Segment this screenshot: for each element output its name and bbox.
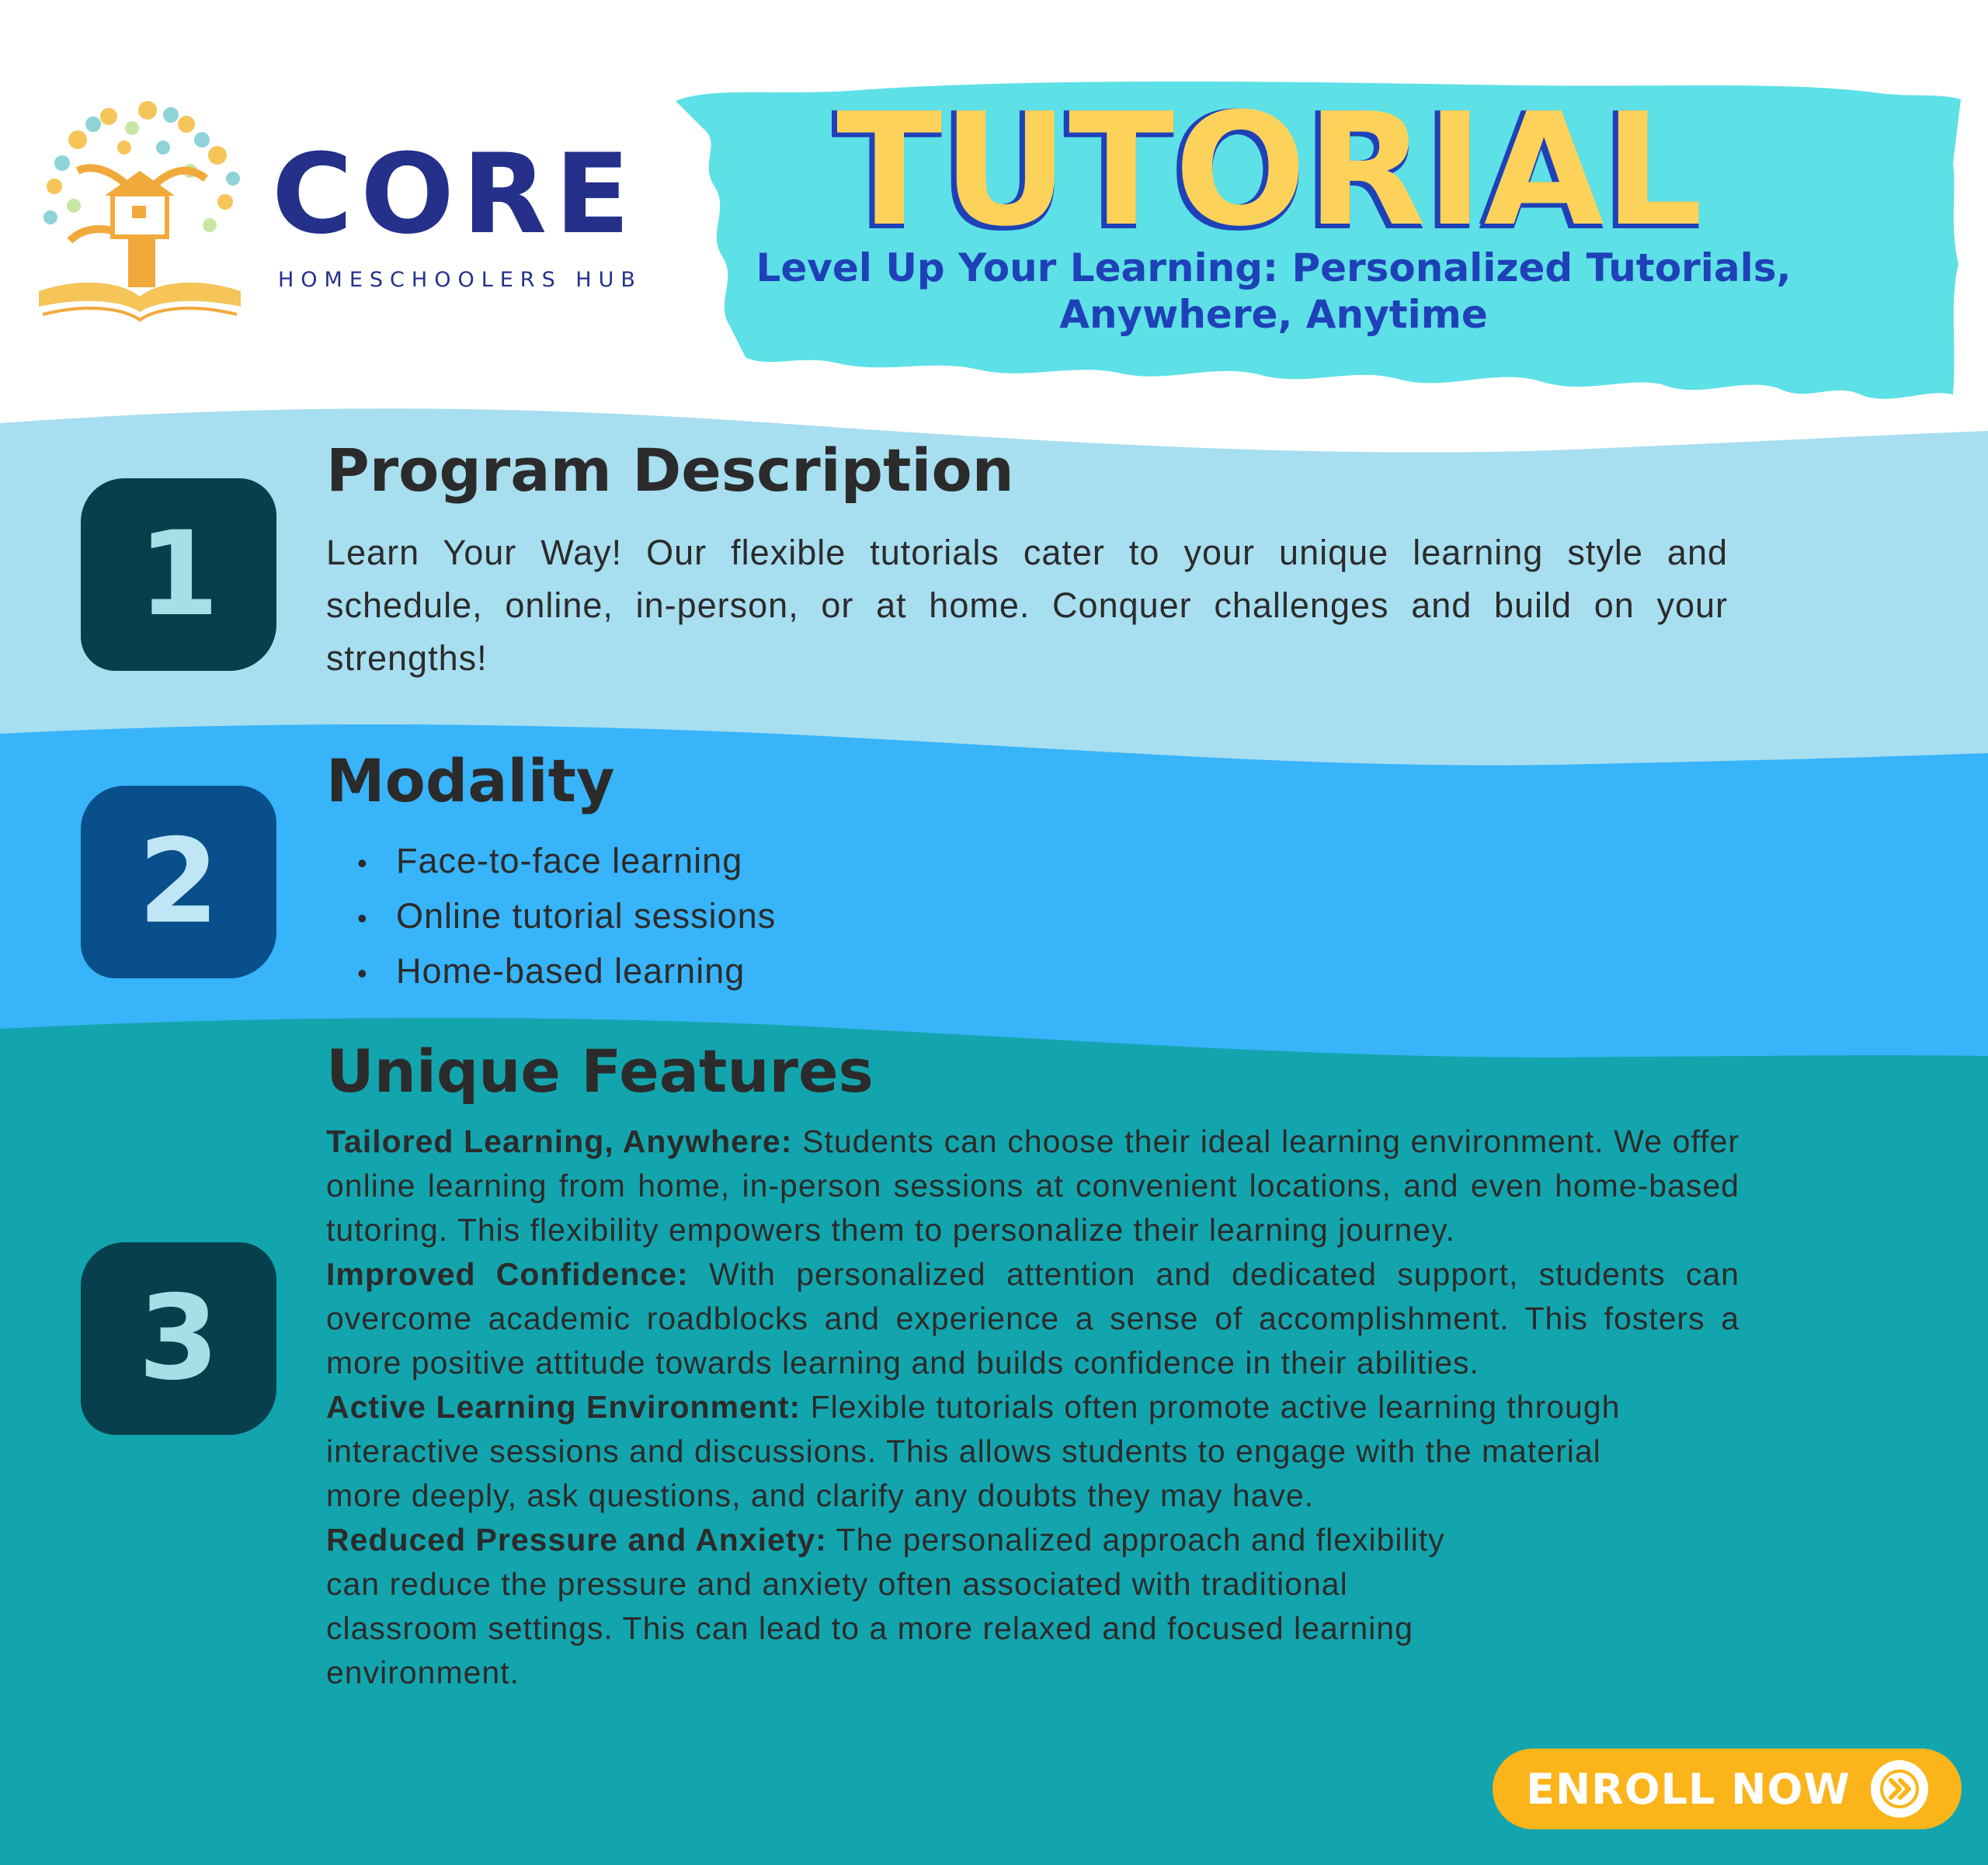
section-number-3: 3 xyxy=(81,1242,276,1435)
unique-features-list xyxy=(326,1120,1740,1695)
feature-text: Flexible tutorials often promote active learning through interactive sessions and discussions. This allows students to engage with the material more deeply, ask questions, and clarify any doubts they may have. xyxy=(326,1389,1621,1513)
core-logo xyxy=(31,93,652,326)
logo-tagline: HOMESCHOOLERS HUB xyxy=(278,268,642,292)
program-description-text: Learn Your Way! Our flexible tutorials cater to your unique learning style and schedule, online, in-person, or at home. Conquer challenges and build on your strengths! xyxy=(326,533,1728,678)
tutorial-banner xyxy=(668,70,1965,412)
feature-item xyxy=(326,1252,1740,1385)
section-title-unique-features: Unique Features xyxy=(326,1037,874,1106)
banner-subtitle-line-1: Level Up Your Learning: Personalized Tutorials, xyxy=(756,245,1792,290)
feature-text: Students can choose their ideal learning environment. We offer online learning from home, in-person sessions at convenient locations, and even home-based tutoring. This flexibility empowers them to personalize their learning journey. xyxy=(326,1124,1740,1248)
double-chevron-right-icon xyxy=(1871,1760,1928,1818)
feature-text: With personalized attention and dedicated support, students can overcome academic roadblocks and experience a sense of accomplishment. This fosters a more positive attitude towards learning and builds confidence in their abilities. xyxy=(326,1256,1740,1381)
section-title-program-description: Program Description xyxy=(326,436,1014,505)
modality-list xyxy=(357,835,776,1000)
logo-wordmark: CORE xyxy=(272,130,638,259)
banner-subtitle-line-2: Anywhere, Anytime xyxy=(1059,292,1488,337)
feature-heading: Reduced Pressure and Anxiety: xyxy=(326,1522,827,1558)
section-number-2: 2 xyxy=(81,786,276,978)
modality-item: • Online tutorial sessions xyxy=(357,890,776,945)
feature-item xyxy=(326,1518,1475,1695)
feature-item xyxy=(326,1120,1740,1252)
enroll-now-button[interactable] xyxy=(1493,1749,1962,1829)
feature-item xyxy=(326,1385,1631,1518)
feature-heading: Active Learning Environment: xyxy=(326,1389,801,1425)
section-number-1: 1 xyxy=(81,478,276,671)
modality-item: • Home-based learning xyxy=(357,945,776,1000)
treehouse-book-logo-icon xyxy=(31,93,248,326)
banner-subtitle xyxy=(668,245,1879,338)
modality-item: • Face-to-face learning xyxy=(357,835,776,890)
feature-heading: Tailored Learning, Anywhere: xyxy=(326,1124,793,1159)
enroll-now-label: ENROLL NOW xyxy=(1526,1764,1851,1814)
banner-title: TUTORIAL xyxy=(836,80,1703,261)
section-title-modality: Modality xyxy=(326,746,615,815)
feature-heading: Improved Confidence: xyxy=(326,1256,689,1292)
feature-text: The personalized approach and flexibility can reduce the pressure and anxiety often associated with traditional classroom settings. This can lead to a more relaxed and focused learning environment. xyxy=(326,1522,1445,1690)
